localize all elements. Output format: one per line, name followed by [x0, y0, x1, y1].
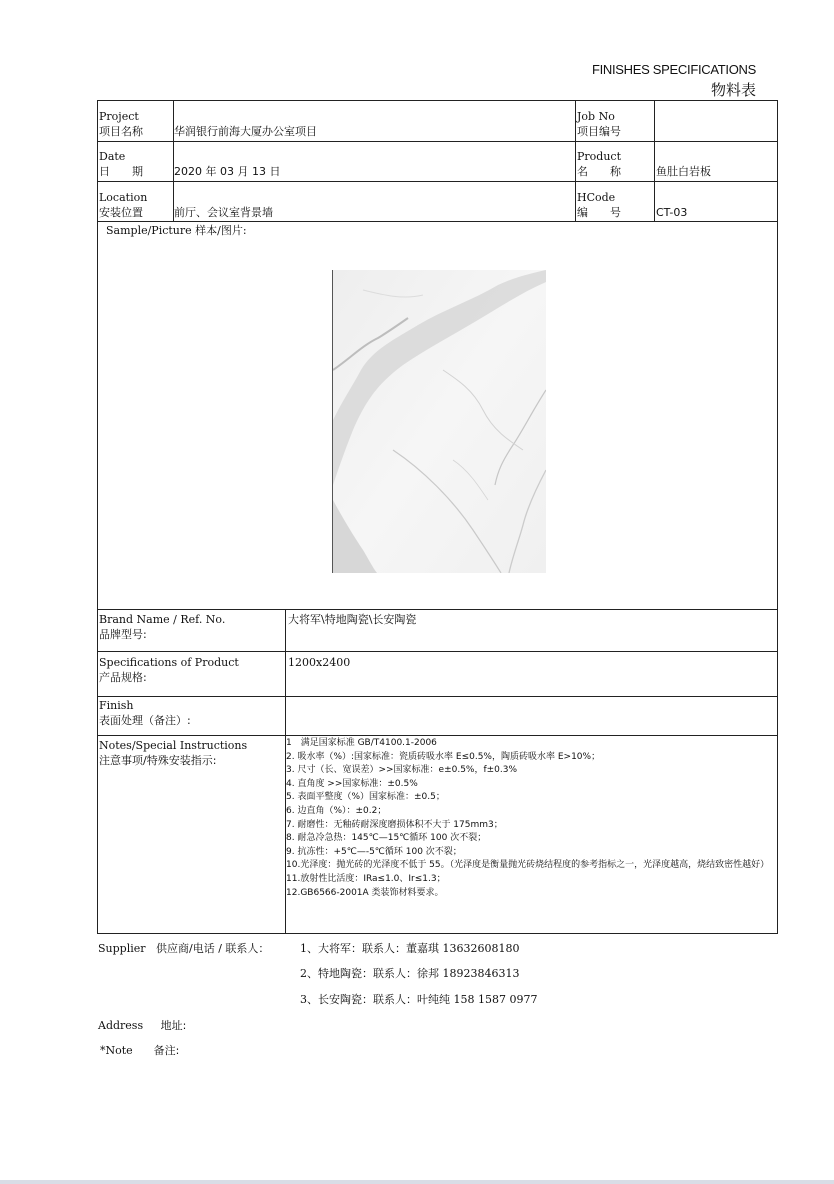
finish-label: Finish 表面处理（备注）: — [99, 699, 191, 727]
hcode-label: HCode 编 号 — [577, 191, 621, 219]
sheet-title-en: FINISHES SPECIFICATIONS — [591, 62, 756, 77]
product-label: Product 名 称 — [577, 150, 621, 178]
col-divider — [575, 101, 576, 221]
note-item: 1 满足国家标准 GB/T4100.1-2006 — [286, 738, 437, 748]
supplier-line-2: 2、特地陶瓷：联系人：徐邦 18923846313 — [300, 967, 520, 980]
note-label: *Note 备注: — [100, 1044, 180, 1057]
row-divider — [98, 221, 777, 222]
notes-list — [286, 737, 774, 900]
row-divider — [98, 609, 777, 610]
project-value: 华润银行前海大厦办公室项目 — [174, 125, 317, 138]
specification-sheet — [97, 100, 778, 934]
row-divider — [98, 181, 777, 182]
address-label: Address 地址: — [98, 1019, 187, 1032]
page-bottom-edge — [0, 1180, 834, 1184]
note-item: 6. 边直角（%）：±0.2； — [286, 805, 387, 816]
note-item: 3. 尺寸（长、宽误差）>>国家标准：e±0.5%，f±0.3% — [286, 765, 518, 776]
row-divider — [98, 735, 777, 736]
note-item: 9. 抗冻性：+5℃—-5℃循环 100 次不裂； — [286, 846, 462, 857]
row-divider — [98, 141, 777, 142]
location-label: Location 安装位置 — [99, 191, 148, 219]
brand-value: 大将军\特地陶瓷\长安陶瓷 — [288, 613, 417, 626]
location-value: 前厅、会议室背景墙 — [174, 206, 273, 219]
note-item: 4. 直角度 >>国家标准：±0.5% — [286, 778, 418, 789]
col-divider — [173, 101, 174, 221]
sheet-title-cn: 物料表 — [710, 81, 756, 99]
note-item: 2. 吸水率（%）:国家标准：瓷质砖吸水率 E≤0.5%，陶质砖吸水率 E>10%； — [286, 751, 601, 762]
product-value: 鱼肚白岩板 — [656, 165, 711, 178]
row-divider — [98, 651, 777, 652]
date-label: Date 日 期 — [99, 150, 143, 178]
notes-content — [286, 737, 774, 900]
note-item: 8. 耐急冷急热：145℃—15℃循环 100 次不裂； — [286, 833, 487, 844]
note-item: 7. 耐磨性：无釉砖耐深度磨损体积不大于 175mm3； — [286, 819, 503, 830]
sample-label: Sample/Picture 样本/图片: — [106, 224, 247, 237]
note-item: 11.放射性比活度：IRa≤1.0、Ir≤1.3； — [286, 873, 446, 884]
date-value: 2020 年 03 月 13 日 — [174, 165, 281, 178]
note-item: 12.GB6566-2001A 类装饰材料要求。 — [286, 887, 444, 898]
note-item: 5. 表面平整度（%）国家标准：±0.5； — [286, 792, 445, 803]
marble-sample-image — [332, 270, 546, 573]
note-item: 10.光泽度：抛光砖的光泽度不低于 55。（光泽度是衡量抛光砖烧结程度的参考指标之一，光泽度越高，烧结致密性越好） — [286, 860, 770, 871]
specs-value: 1200x2400 — [288, 656, 351, 669]
supplier-label: Supplier 供应商/电话 / 联系人： — [98, 942, 270, 955]
row-divider — [98, 696, 777, 697]
specs-label: Specifications of Product 产品规格: — [99, 656, 239, 684]
hcode-value: CT-03 — [656, 206, 688, 219]
col-divider — [654, 101, 655, 221]
job-no-label: Job No 项目编号 — [577, 110, 621, 138]
notes-label: Notes/Special Instructions 注意事项/特殊安装指示: — [99, 739, 248, 767]
project-label: Project 项目名称 — [99, 110, 143, 138]
supplier-line-1: 1、大将军：联系人：董嘉琪 13632608180 — [300, 942, 520, 955]
supplier-line-3: 3、长安陶瓷：联系人：叶纯纯 158 1587 0977 — [300, 993, 538, 1006]
brand-label: Brand Name / Ref. No. 品牌型号: — [99, 613, 226, 641]
